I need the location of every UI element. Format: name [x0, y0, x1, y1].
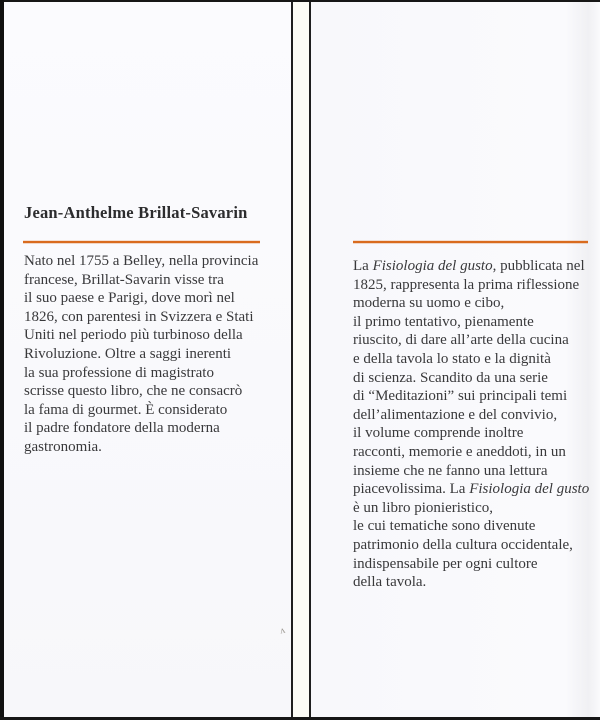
right-flap	[309, 2, 600, 717]
orange-divider-left	[23, 241, 260, 243]
author-bio-paragraph: Nato nel 1755 a Belley, nella provincia francese, Brillat-Savarin visse tra il suo paese e Parigi, dove morì nel 1826, con parentesi in Svizzera e Stati Uniti nel periodo più turbinoso della Rivoluzione. Oltre a saggi inerenti la sua professione di magistrato scrisse questo libro, che ne consacrò la fama di gourmet. È considerato il padre fondatore della moderna gastronomia.	[24, 253, 259, 455]
orange-divider-right	[353, 241, 588, 243]
scan-artifact-mark: ʌ	[278, 624, 287, 637]
author-heading: Jean-Anthelme Brillat-Savarin	[24, 203, 248, 222]
scan-edge-top	[0, 0, 600, 2]
scan-edge-left	[0, 0, 4, 720]
left-flap	[4, 2, 293, 717]
book-description-paragraph: La Fisiologia del gusto, pubblicata nel 1825, rappresenta la prima riflessione moderna su uomo e cibo, il primo tentativo, pienamente riuscito, di dare all’arte della cucina e della tavola lo stato e la dignità di scienza. Scandito da una serie di “Meditazioni” sui principali temi dell’alimentazione e del convivio, il volume comprende inoltre racconti, memorie e aneddoti, in un insieme che ne fanno una lettura piacevolissima. La Fisiologia del gusto è un libro pionieristico, le cui tematiche sono divenute patrimonio della cultura occidentale, indispensabile per ogni cultore della tavola.	[353, 258, 590, 591]
